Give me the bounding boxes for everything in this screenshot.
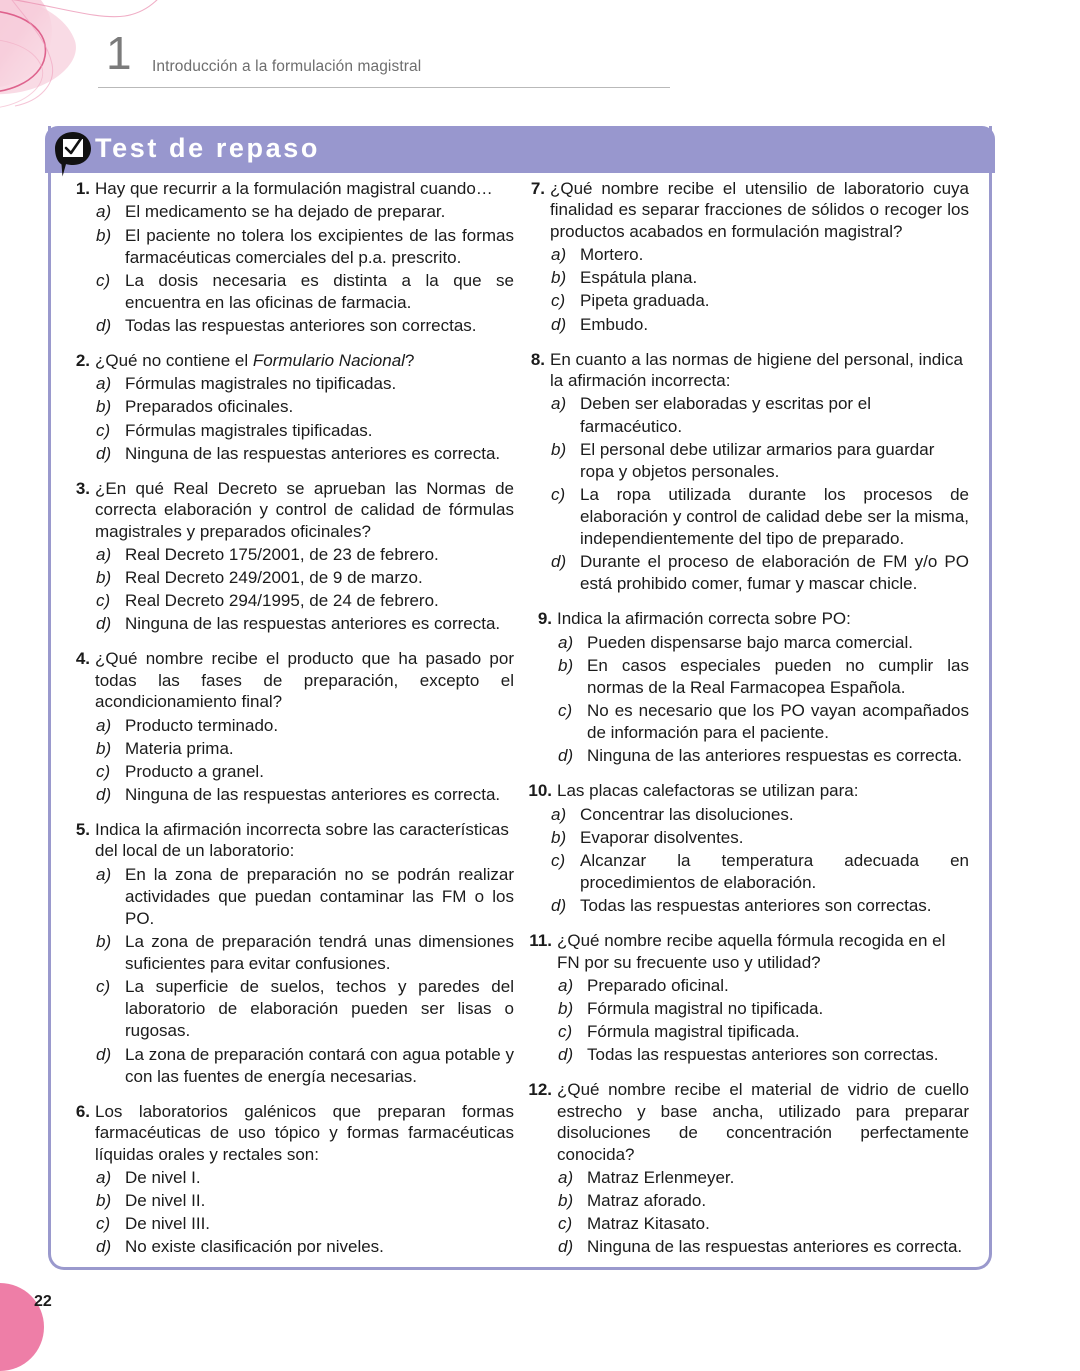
option-letter: c) [558,700,573,720]
option-text: Real Decreto 294/1995, de 24 de febrero. [125,591,439,611]
option-letter: a) [96,1167,112,1187]
option-text: La superficie de suelos, techos y paredes del laboratorio de elaboración pueden ser lisas o rugosas. [125,977,514,1041]
questions-area [48,178,992,1258]
option-text: Ninguna de las respuestas anteriores es correcta. [587,1237,963,1257]
option-item[interactable] [525,700,969,744]
banner-title: Test de repaso [95,133,320,163]
option-item[interactable] [525,895,969,917]
option-text: El personal debe utilizar armarios para guardar ropa y objetos personales. [580,439,935,481]
option-text: De nivel III. [125,1214,211,1234]
question-number: 2. [75,350,90,370]
option-letter: b) [96,397,112,417]
option-item[interactable] [525,393,969,437]
option-item[interactable] [70,1167,514,1189]
option-text: Ninguna de las respuestas anteriores es correcta. [125,443,501,463]
option-text: Evaporar disolventes. [580,827,744,847]
option-letter: c) [96,591,111,611]
question-5 [70,819,514,1088]
options-list [70,201,514,337]
option-text: Embudo. [580,314,649,334]
option-item[interactable] [70,715,514,737]
option-item[interactable] [525,439,969,483]
question-text: Las placas calefactoras se utilizan para: [557,781,859,801]
option-letter: c) [96,1214,111,1234]
option-letter: c) [96,761,111,781]
option-letter: b) [96,738,112,758]
option-letter: d) [96,614,112,634]
question-text: ¿Qué nombre recibe el producto que ha pasado por todas las fases de preparación, excepto el acondicionamiento final? [95,649,514,712]
option-item[interactable] [525,1190,969,1212]
option-text: Todas las respuestas anteriores son correctas. [580,896,932,915]
option-item[interactable] [70,1190,514,1212]
options-list [525,393,969,595]
option-text: Ninguna de las respuestas anteriores es correcta. [125,784,501,804]
option-letter: d) [558,746,574,766]
option-item[interactable] [525,632,969,654]
option-text: En la zona de preparación no se podrán realizar actividades que puedan contaminar las FM o los PO. [125,864,514,928]
option-text: Preparados oficinales. [125,397,294,417]
option-letter: a) [551,245,567,265]
questions-column-right [525,178,969,1271]
options-list [525,244,969,335]
option-text: Mortero. [580,245,644,265]
option-letter: c) [96,270,111,290]
option-letter: d) [96,443,112,463]
option-text: En casos especiales pueden no cumplir las normas de la Real Farmacopea Española. [587,655,969,697]
question-text: Los laboratorios galénicos que preparan formas farmacéuticas de uso tópico y formas farmacéuticas líquidas orales y rectales son: [95,1101,514,1164]
option-letter: c) [96,420,111,440]
option-item[interactable] [525,1213,969,1235]
question-number: 7. [530,179,545,198]
option-letter: a) [96,374,112,394]
option-text: Fórmulas magistrales tipificadas. [125,420,373,440]
option-text: Pueden dispensarse bajo marca comercial. [587,632,914,652]
option-letter: a) [558,975,574,995]
option-text: Pipeta graduada. [580,291,710,311]
option-item[interactable] [70,1236,514,1258]
option-letter: a) [96,544,112,564]
option-item[interactable] [70,590,514,612]
option-item[interactable] [525,484,969,550]
option-item[interactable] [70,567,514,589]
option-text: No existe clasificación por niveles. [125,1237,384,1257]
option-letter: b) [558,655,574,675]
question-4 [70,648,514,806]
options-list [70,544,514,635]
question-number: 6. [75,1101,90,1121]
option-text: Ninguna de las respuestas anteriores es correcta. [125,614,501,634]
option-text: Fórmula magistral tipificada. [587,1022,800,1042]
option-item[interactable] [525,998,969,1020]
options-list [525,804,969,917]
option-letter: d) [551,314,567,334]
option-letter: a) [551,394,567,414]
question-number: 11. [529,931,552,951]
option-item[interactable] [70,225,514,269]
option-text: Deben ser elaboradas y escritas por el farmacéutico. [580,394,872,436]
option-letter: a) [96,715,112,735]
option-item[interactable] [70,931,514,975]
option-item[interactable] [525,655,969,699]
question-number: 4. [75,649,90,669]
question-text: ¿Qué nombre recibe el material de vidrio de cuello estrecho y base ancha, utilizado para preparar disoluciones de concentración perfectamente conocida? [557,1080,969,1164]
option-text: Preparado oficinal. [587,975,729,995]
option-letter: c) [551,291,566,311]
page-number: 22 [34,1293,52,1310]
option-letter: c) [558,1022,573,1042]
option-text: La zona de preparación contará con agua potable y con las fuentes de energía necesarias. [125,1044,514,1086]
option-letter: c) [558,1214,573,1234]
option-letter: b) [96,932,112,952]
option-item[interactable] [70,613,514,635]
option-text: Alcanzar la temperatura adecuada en procedimientos de elaboración. [580,850,969,892]
question-12 [525,1079,969,1258]
question-number: 10. [528,781,552,801]
option-text: De nivel I. [125,1167,201,1187]
option-letter: c) [551,484,566,504]
option-text: Fórmula magistral no tipificada. [587,999,824,1018]
option-letter: a) [551,804,567,824]
option-letter: d) [558,1237,574,1257]
option-text: El paciente no tolera los excipientes de las formas farmacéuticas comerciales del p.a. prescrito. [125,225,514,267]
option-item[interactable] [70,761,514,783]
option-text: Materia prima. [125,738,234,758]
question-text: ¿Qué nombre recibe el utensilio de laboratorio cuya finalidad es separar fracciones de sólidos o recoger los productos acabados en formulación magistral? [550,179,969,241]
option-item[interactable] [70,864,514,930]
question-9 [525,608,969,767]
option-item[interactable] [70,1213,514,1235]
option-item[interactable] [525,850,969,894]
chapter-number: 1 [106,27,132,79]
question-number: 5. [75,819,90,839]
option-text: No es necesario que los PO vayan acompañados de información para el paciente. [587,700,969,743]
option-letter: b) [551,827,567,847]
question-text: Indica la afirmación correcta sobre PO: [557,609,851,629]
option-letter: b) [551,439,567,459]
option-item[interactable] [525,314,969,336]
question-text: Hay que recurrir a la formulación magistral cuando… [95,179,493,198]
option-letter: b) [96,1191,112,1210]
options-list [70,715,514,806]
option-letter: a) [558,1167,574,1187]
option-text: Ninguna de las anteriores respuestas es correcta. [587,746,963,766]
option-item[interactable] [525,551,969,595]
option-item[interactable] [70,373,514,395]
option-text: Todas las respuestas anteriores son correctas. [587,1045,939,1065]
option-item[interactable] [70,1044,514,1088]
question-11 [525,930,969,1066]
option-item[interactable] [70,420,514,442]
chapter-title: Introducción a la formulación magistral [152,58,422,75]
option-item[interactable] [525,1021,969,1043]
question-7 [525,178,969,336]
option-item[interactable] [525,745,969,767]
option-text: De nivel II. [125,1191,206,1210]
option-text: La ropa utilizada durante los procesos de elaboración y control de calidad debe ser la misma, independientemente del tipo de preparado. [580,484,969,548]
option-text: Fórmulas magistrales no tipificadas. [125,374,397,394]
option-text: Real Decreto 175/2001, de 23 de febrero. [125,544,439,564]
question-8 [525,349,969,596]
option-text: El medicamento se ha dejado de preparar. [125,202,446,222]
option-letter: c) [551,850,566,870]
option-text: Real Decreto 249/2001, de 9 de marzo. [125,568,423,588]
option-text: Durante el proceso de elaboración de FM y/o PO está prohibido comer, fumar y mascar chicle. [580,552,969,594]
option-letter: d) [551,552,567,572]
option-letter: d) [96,315,112,335]
questions-column-left [70,178,514,1271]
option-text: Matraz Kitasato. [587,1214,710,1234]
option-letter: b) [551,268,567,288]
option-item[interactable] [525,1044,969,1066]
option-letter: d) [551,896,567,915]
option-letter: a) [558,632,574,652]
option-letter: a) [96,864,112,884]
options-list [70,864,514,1088]
option-item[interactable] [525,804,969,826]
options-list [525,975,969,1066]
question-2 [70,350,514,465]
header-divider-rule [98,87,670,88]
option-letter: b) [558,1191,574,1210]
option-text: Todas las respuestas anteriores son correctas. [125,315,477,335]
option-letter: c) [96,977,111,997]
option-letter: b) [558,999,574,1018]
option-text: Espátula plana. [580,268,698,288]
option-letter: d) [96,1044,112,1064]
option-text: Matraz Erlenmeyer. [587,1167,735,1187]
question-text: ¿En qué Real Decreto se aprueban las Normas de correcta elaboración y control de calidad de fórmulas magistrales y preparados oficinales? [95,478,514,541]
options-list [70,1167,514,1258]
question-text: ¿Qué no contiene el Formulario Nacional? [95,350,415,370]
option-text: La zona de preparación tendrá unas dimensiones suficientes para evitar confusiones. [125,932,514,974]
options-list [525,1167,969,1258]
option-item[interactable] [70,201,514,223]
option-text: La dosis necesaria es distinta a la que se encuentra en las oficinas de farmacia. [125,270,514,312]
option-item[interactable] [525,975,969,997]
option-item[interactable] [525,1236,969,1258]
option-item[interactable] [70,544,514,566]
option-text: Concentrar las disoluciones. [580,804,794,824]
option-item[interactable] [525,827,969,849]
question-6 [70,1101,514,1259]
option-item[interactable] [525,1167,969,1189]
option-item[interactable] [70,738,514,760]
option-item[interactable] [525,244,969,266]
option-letter: b) [96,568,112,588]
question-text: En cuanto a las normas de higiene del personal, indica la afirmación incorrecta: [550,349,963,390]
option-item[interactable] [70,315,514,337]
option-letter: d) [96,1237,112,1257]
option-item[interactable] [70,443,514,465]
option-letter: d) [96,784,112,804]
question-number: 9. [537,609,552,629]
option-item[interactable] [70,396,514,418]
option-letter: d) [558,1045,574,1065]
question-number: 8. [530,349,545,369]
question-1 [70,178,514,337]
question-number: 3. [75,478,90,498]
option-item[interactable] [525,267,969,289]
option-text: Producto a granel. [125,761,264,781]
option-item[interactable] [70,270,514,314]
option-item[interactable] [70,976,514,1042]
options-list [525,632,969,768]
option-text: Matraz aforado. [587,1191,707,1210]
question-number: 12. [528,1080,552,1100]
question-10 [525,780,969,917]
option-item[interactable] [525,290,969,312]
checkbox-speech-bubble-icon [53,131,93,179]
option-item[interactable] [70,784,514,806]
question-3 [70,478,514,636]
option-text: Producto terminado. [125,715,279,735]
question-text: ¿Qué nombre recibe aquella fórmula recogida en el FN por su frecuente uso y utilidad? [557,931,946,972]
option-letter: b) [96,225,112,245]
question-text: Indica la afirmación incorrecta sobre las características del local de un laboratorio: [95,819,509,861]
question-number: 1. [75,179,90,198]
options-list [70,373,514,464]
option-letter: a) [96,202,112,222]
